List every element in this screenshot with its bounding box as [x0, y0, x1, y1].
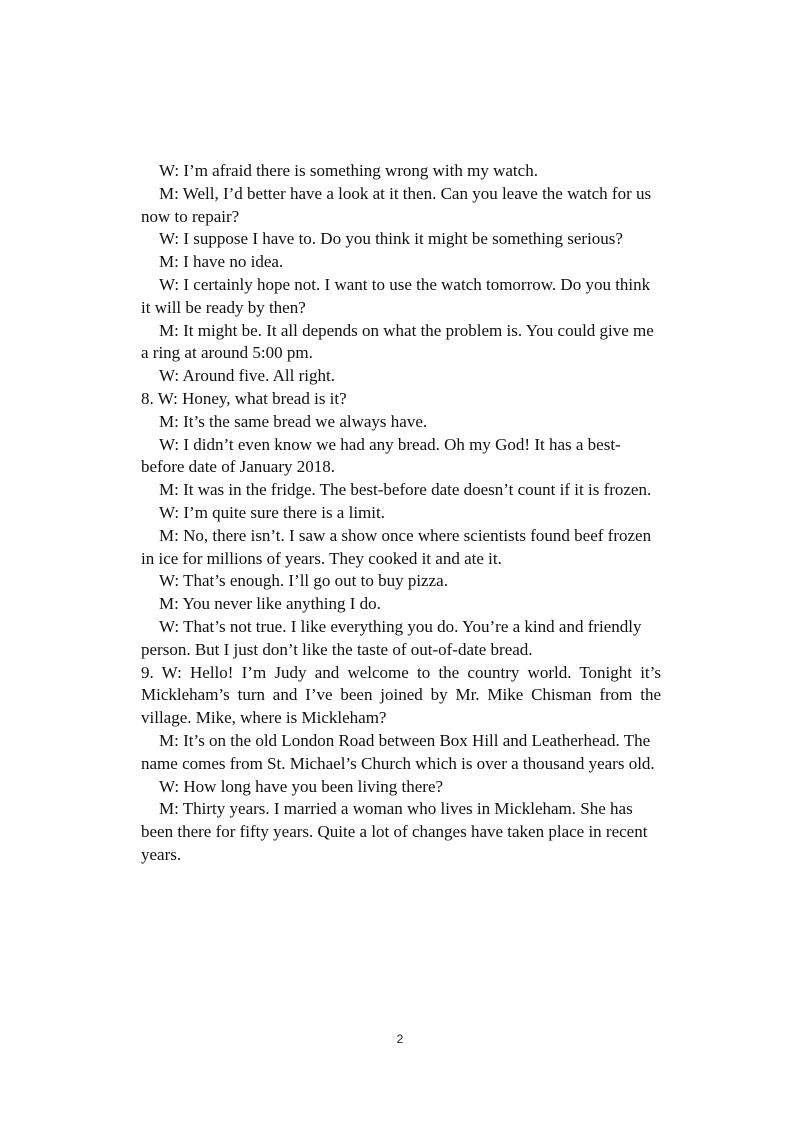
dialogue-line: W: Around five. All right. [159, 366, 335, 386]
page-number: 2 [396, 1032, 404, 1046]
dialogue-line: W: I suppose I have to. Do you think it might be something serious? [159, 229, 623, 249]
dialogue-line: M: Well, I’d better have a look at it then. Can you leave the watch for us now to repair? [141, 183, 652, 226]
dialogue-line: W: That’s enough. I’ll go out to buy pizza. [159, 571, 448, 591]
dialogue-line: W: I certainly hope not. I want to use the watch tomorrow. Do you think it will be ready by then? [141, 274, 651, 317]
dialogue-line: W: How long have you been living there? [159, 776, 444, 796]
dialogue-line: M: No, there isn’t. I saw a show once where scientists found beef frozen in ice for millions of years. They cooked it and ate it. [141, 525, 652, 568]
dialogue-line: W: I’m afraid there is something wrong with my watch. [159, 161, 538, 180]
dialogue-line: W: I’m quite sure there is a limit. [159, 502, 385, 522]
dialogue-line: W: I didn’t even know we had any bread. Oh my God! It has a best-before date of January 2018. [141, 434, 621, 477]
dialogue-line: M: Thirty years. I married a woman who lives in Mickleham. She has been there for fifty years. Quite a lot of changes have taken place in recent years. [141, 799, 648, 864]
dialogue-line: M: You never like anything I do. [159, 594, 381, 614]
dialogue-text [141, 160, 661, 867]
dialogue-line: W: That’s not true. I like everything you do. You’re a kind and friendly person. But I just don’t like the taste of out-of-date bread. [141, 616, 642, 659]
dialogue-line: M: It might be. It all depends on what the problem is. You could give me a ring at around 5:00 pm. [141, 320, 654, 363]
dialogue-line: M: It’s the same bread we always have. [159, 411, 428, 431]
dialogue-line: M: It’s on the old London Road between Box Hill and Leatherhead. The name comes from St. Michael’s Church which is over a thousand years old. [141, 730, 655, 773]
dialogue-line-numbered: 8. W: Honey, what bread is it? [141, 388, 347, 408]
dialogue-line: M: I have no idea. [159, 252, 284, 272]
dialogue-line: M: It was in the fridge. The best-before date doesn’t count if it is frozen. [159, 480, 652, 500]
dialogue-line-numbered: 9. W: Hello! I’m Judy and welcome to the country world. Tonight it’s Mickleham’s turn and I’ve been joined by Mr. Mike Chisman from the village. Mike, where is Mickleham? [141, 662, 661, 728]
